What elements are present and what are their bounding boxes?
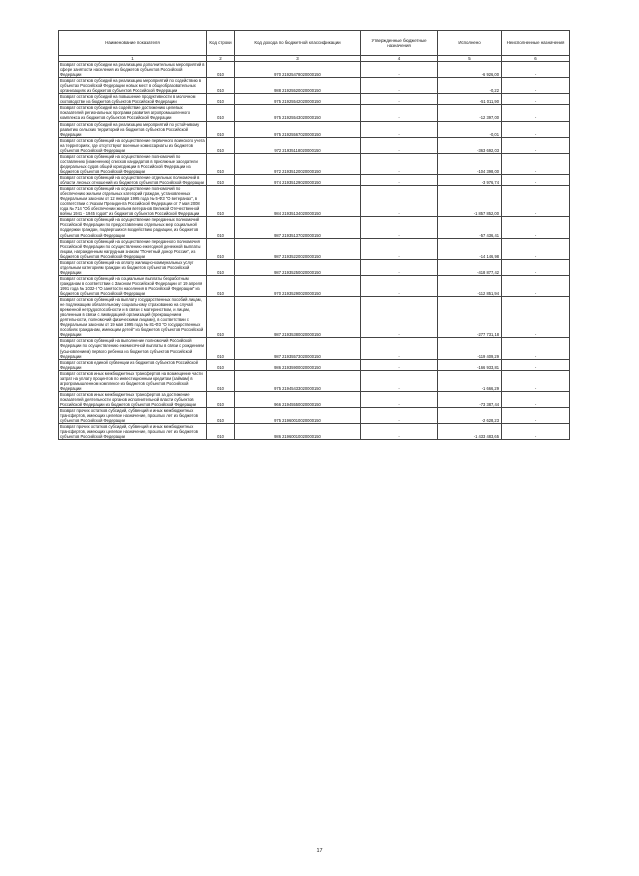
row-approved: - [361, 62, 438, 78]
table-row [59, 238, 570, 259]
row-budget-code: 970 21925478020000150 [235, 62, 361, 78]
table-row [59, 137, 570, 153]
row-unexecuted: - [502, 94, 570, 105]
row-name: Возврат остатков субвенций на осуществление полномочий по обеспечению жильем отдельных категорий граждан, установленных Федеральным законом от 12 января 1995 года № 5-ФЗ "О ветеранах", в соответствии с Указом Президента Российской Федерации от 7 мая 2008 года № 714 "Об обеспечении жильем ветеранов Великой Отечественной войны 1941 - 1945 годов" из бюджетов субъектов Российской Федерации [59, 186, 207, 217]
row-budget-code: 975 21960010020000150 [235, 408, 361, 424]
row-executed: -277 731,18 [438, 297, 502, 338]
table-body [59, 62, 570, 440]
row-approved: - [361, 275, 438, 296]
row-executed: -1 666,29 [438, 370, 502, 391]
row-name: Возврат остатков субвенций на оплату жилищно-коммунальных услуг отдельным категориям граждан из бюджетов субъектов Российской Федерации [59, 259, 207, 275]
row-budget-code: 972 21935118020000150 [235, 137, 361, 153]
row-approved: - [361, 153, 438, 174]
header-executed: Исполнено [438, 31, 502, 56]
row-name: Возврат остатков субвенций на выполнение полномочий Российской Федерации по осуществлению ежемесячной выплаты в связи с рождением (усыновлением) первого ребенка из бюджетов субъектов Российской Федерации [59, 338, 207, 359]
row-unexecuted: - [502, 105, 570, 121]
row-code: 010 [207, 78, 235, 94]
row-approved: - [361, 408, 438, 424]
row-approved: - [361, 424, 438, 440]
row-executed: -1 433 483,65 [438, 424, 502, 440]
row-unexecuted: - [502, 121, 570, 137]
column-number: 3 [235, 56, 361, 62]
row-name: Возврат остатков иных межбюджетных трансфертов за достижение показателей деятельности органов исполнительной власти субъектов Российской Федерации из бюджетов субъектов Российской Федерации [59, 391, 207, 407]
row-budget-code: 975 21925567020000150 [235, 121, 361, 137]
row-executed: -57 436,41 [438, 217, 502, 238]
row-name: Возврат остатков субвенций на осуществление переданного полномочия Российской Федерации по осуществлению ежегодной денежной выплаты лицам, награжденным нагрудным знаком "Почетный донор России", из бюджетов субъектов Российской Федерации [59, 238, 207, 259]
row-code: 010 [207, 121, 235, 137]
row-name: Возврат остатков субвенций на осуществление переданных полномочий Российской Федерации по предоставлению отдельных мер социальной поддержки граждан, подвергшихся воздействию радиации, из бюджетов субъектов Российской Федерации [59, 217, 207, 238]
row-unexecuted: - [502, 238, 570, 259]
row-approved: - [361, 217, 438, 238]
row-name: Возврат остатков субсидий на реализацию мероприятий по устойчивому развитию сельских территорий из бюджетов субъектов Российской Федерации [59, 121, 207, 137]
table-row [59, 94, 570, 105]
row-executed: -0,01 [438, 121, 502, 137]
row-unexecuted: - [502, 408, 570, 424]
row-approved: - [361, 105, 438, 121]
row-unexecuted: - [502, 174, 570, 185]
table-row [59, 338, 570, 359]
row-executed: -51 011,90 [438, 94, 502, 105]
row-executed: -12 397,00 [438, 105, 502, 121]
row-code: 010 [207, 186, 235, 217]
row-code: 010 [207, 297, 235, 338]
row-code: 010 [207, 174, 235, 185]
row-budget-code: 988 21925520020000150 [235, 78, 361, 94]
row-code: 010 [207, 137, 235, 153]
row-executed: -112 851,94 [438, 275, 502, 296]
table-row [59, 153, 570, 174]
column-number: 1 [59, 56, 207, 62]
row-code: 010 [207, 238, 235, 259]
table-row [59, 424, 570, 440]
row-unexecuted: - [502, 186, 570, 217]
row-code: 010 [207, 259, 235, 275]
table-row [59, 275, 570, 296]
row-unexecuted: - [502, 338, 570, 359]
row-executed: -363 692,03 [438, 137, 502, 153]
row-approved: - [361, 297, 438, 338]
row-approved: - [361, 94, 438, 105]
row-budget-code: 987 21935250020000150 [235, 259, 361, 275]
row-name: Возврат остатков субсидий на реализацию мероприятий по содействию в субъектах Российской Федерации новых мест в общеобразовательных организациях из бюджетов субъектов Российской Федерации [59, 78, 207, 94]
row-code: 010 [207, 275, 235, 296]
row-code: 010 [207, 62, 235, 78]
row-name: Возврат остатков субвенций на осуществление первичного воинского учета на территориях, где отсутствуют военные комиссариаты из бюджетов субъектов Российской Федерации [60, 137, 205, 153]
table-row [59, 105, 570, 121]
row-budget-code: 987 21935573020000150 [235, 338, 361, 359]
row-unexecuted: - [502, 217, 570, 238]
header-unexecuted: Неисполненные назначения [502, 31, 570, 56]
row-executed: -3 976,74 [438, 174, 502, 185]
row-approved: - [361, 186, 438, 217]
row-unexecuted: - [502, 153, 570, 174]
table-row [59, 62, 570, 78]
row-unexecuted: - [502, 424, 570, 440]
row-budget-code: 975 21925542020000150 [235, 94, 361, 105]
row-code: 010 [207, 217, 235, 238]
table-row [59, 259, 570, 275]
row-executed: -73 387,44 [438, 391, 502, 407]
row-unexecuted: - [502, 391, 570, 407]
table-row [59, 391, 570, 407]
row-name: Возврат остатков субсидии на реализацию дополнительных мероприятий в сфере занятости населения из бюджетов субъектов Российской Федерации [59, 62, 207, 78]
row-budget-code: 986 21960010020000150 [235, 424, 361, 440]
row-approved: - [361, 78, 438, 94]
row-approved: - [361, 137, 438, 153]
row-name: Возврат остатков субвенций на социальные выплаты безработным гражданам в соответствии с Законом Российской Федерации от 19 апреля 1991 года № 1032-I "О занятости населения в Российской Федерации" из бюджетов субъектов Российской Федерации [59, 275, 207, 296]
row-budget-code: 975 21925543020000150 [235, 105, 361, 121]
table-row [59, 217, 570, 238]
row-unexecuted: - [502, 297, 570, 338]
row-budget-code: 984 21935134020000150 [235, 186, 361, 217]
table-row [59, 370, 570, 391]
header-code: Код строки [207, 31, 235, 56]
row-unexecuted: - [502, 137, 570, 153]
table-row [59, 408, 570, 424]
header-budget-code: Код дохода по бюджетной классификации [235, 31, 361, 56]
row-name: Возврат остатков субсидий на содействие достижению целевых показателей региональных программ развития агропромышленного комплекса из бюджетов субъектов Российской Федерации [59, 105, 207, 121]
header-name: Наименование показателя [59, 31, 207, 56]
row-unexecuted: - [502, 78, 570, 94]
row-budget-code: 974 21935129020000150 [235, 174, 361, 185]
row-name: Возврат остатков субвенций на осуществление отдельных полномочий в области лесных отношений из бюджетов субъектов Российской Федерации [59, 174, 207, 185]
row-executed: -14 146,98 [438, 238, 502, 259]
row-executed: -0,22 [438, 78, 502, 94]
header-approved: Утвержденные бюджетные назначения [361, 31, 438, 56]
row-code: 010 [207, 408, 235, 424]
budget-report-table [58, 30, 570, 440]
row-name: Возврат остатков субвенций на выплату государственных пособий лицам, не подлежащим обязательному социальному страхованию на случай временной нетрудоспособности и в связи с материнством, и лицам, уволенным в связи с ликвидацией организаций (прекращением деятельности, полномочий физическими лицами), в соответствии с Федеральным законом от 19 мая 1995 года № 81-ФЗ "О государственных пособиях гражданам, имеющим детей" из бюджетов субъектов Российской Федерации [59, 297, 207, 338]
row-approved: - [361, 259, 438, 275]
row-name: Возврат остатков субсидий на повышение продуктивности в молочном скотоводстве из бюджетов субъектов Российской Федерации [59, 94, 207, 105]
row-name: Возврат остатков иных межбюджетных трансфертов на возмещение части затрат на уплату процентов по инвестиционным кредитам (займам) в агропромышленном комплексе из бюджетов субъектов Российской Федерации [59, 370, 207, 391]
row-name: Возврат остатков единой субвенции из бюджетов субъектов Российской Федерации [59, 359, 207, 370]
table-row [59, 121, 570, 137]
row-code: 010 [207, 424, 235, 440]
row-budget-code: 975 21945433020000150 [235, 370, 361, 391]
table-row [59, 297, 570, 338]
row-approved: - [361, 238, 438, 259]
row-unexecuted: - [502, 370, 570, 391]
column-number: 2 [207, 56, 235, 62]
row-code: 010 [207, 153, 235, 174]
table-row [59, 359, 570, 370]
row-executed: -418 877,42 [438, 259, 502, 275]
row-budget-code: 972 21935120020000150 [235, 153, 361, 174]
row-code: 010 [207, 391, 235, 407]
row-approved: - [361, 338, 438, 359]
row-budget-code: 987 21935380020000150 [235, 297, 361, 338]
row-code: 010 [207, 94, 235, 105]
row-approved: - [361, 370, 438, 391]
table-row [59, 186, 570, 217]
row-name: Возврат прочих остатков субсидий, субвенций и иных межбюджетных трансфертов, имеющих целевое назначение, прошлых лет из бюджетов субъектов Российской Федерации [59, 424, 207, 440]
column-number: 5 [438, 56, 502, 62]
row-budget-code: 987 21935137020000150 [235, 217, 361, 238]
row-budget-code: 970 21935290020000150 [235, 275, 361, 296]
row-executed: -166 933,81 [438, 359, 502, 370]
row-executed: -6 926,00 [438, 62, 502, 78]
row-name: Возврат прочих остатков субсидий, субвенций и иных межбюджетных трансфертов, имеющих целевое назначение, прошлых лет из бюджетов субъектов Российской Федерации [59, 408, 207, 424]
row-approved: - [361, 121, 438, 137]
row-unexecuted: - [502, 62, 570, 78]
row-approved: - [361, 174, 438, 185]
row-code: 010 [207, 338, 235, 359]
row-executed: -104 398,00 [438, 153, 502, 174]
table-row [59, 174, 570, 185]
row-name: Возврат остатков субвенций на осуществление полномочий по составлению (изменению) списков кандидатов в присяжные заседатели федеральных судов общей юрисдикции в Российской Федерации из бюджетов субъектов Российской Федерации [59, 153, 207, 174]
column-number: 6 [502, 56, 570, 62]
table-header [59, 31, 570, 62]
row-approved: - [361, 359, 438, 370]
row-unexecuted: - [502, 359, 570, 370]
page-number: 17 [316, 848, 323, 854]
column-number: 4 [361, 56, 438, 62]
row-unexecuted: - [502, 259, 570, 275]
row-code: 010 [207, 359, 235, 370]
row-executed: -1 857 852,00 [438, 186, 502, 217]
row-budget-code: 986 21935900020000150 [235, 359, 361, 370]
row-code: 010 [207, 105, 235, 121]
row-budget-code: 987 21935220020000150 [235, 238, 361, 259]
row-budget-code: 966 21945550020000150 [235, 391, 361, 407]
row-executed: -2 628,23 [438, 408, 502, 424]
row-approved: - [361, 391, 438, 407]
table-row [59, 78, 570, 94]
row-executed: -119 409,29 [438, 338, 502, 359]
row-unexecuted: - [502, 275, 570, 296]
row-code: 010 [207, 370, 235, 391]
